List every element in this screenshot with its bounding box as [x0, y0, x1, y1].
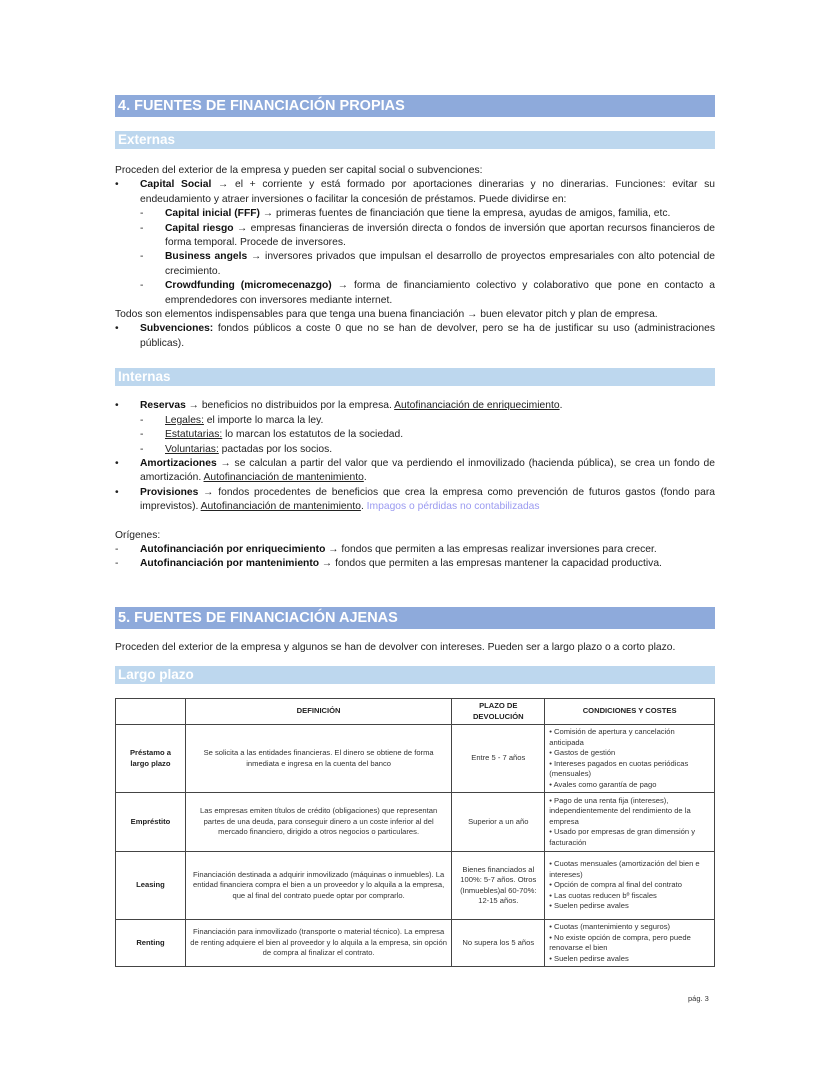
term-label: Capital Social [140, 179, 212, 191]
text-segment: . [363, 472, 367, 484]
list-item [115, 250, 715, 279]
term-label: Autofinanciación por mantenimiento [140, 558, 320, 570]
list-item [115, 279, 715, 308]
condition-item: • Las cuotas reducen bº fiscales [549, 890, 657, 900]
text-segment: → forma de financiamiento colectivo y colaborativo que pone en contacto a emprendedores con inversores mediante internet. [165, 280, 715, 306]
bullet-icon: • [115, 486, 119, 498]
term-label: Provisiones [140, 486, 199, 498]
text-segment: → el + corriente y está formado por aportaciones dinerarias y no dinerarias. Funciones: evitar su endeudamiento y atraer inversiones o facilitar la concesión de préstamos. Puede dividirse en: [140, 179, 716, 205]
text-segment: → se calculan a partir del valor que va perdiendo el inmovilizado (hacienda pública), se crea un fondo de amortización. [140, 457, 715, 484]
row-name: Leasing [116, 852, 186, 920]
table-header-row [116, 699, 715, 725]
dash-marker: - [140, 443, 144, 455]
cell-condiciones [545, 920, 715, 967]
term-label: Business angels [165, 251, 248, 263]
cell-definicion: Se solicita a las entidades financieras. El dinero se obtiene de forma inmediata e ingresa en la cuenta del banco [185, 725, 451, 793]
term-label: Capital riesgo [165, 222, 234, 234]
condition-item: • Usado por empresas de gran dimensión y facturación [549, 827, 695, 847]
list-item [115, 207, 715, 221]
text-segment: → fondos procedentes de beneficios que crea la empresa como prevención de futuros gastos (fondo para imprevistos). [140, 486, 715, 513]
term-label: Subvenciones: [140, 323, 214, 335]
list-item [115, 457, 715, 486]
text-segment: Autofinanciación de enriquecimiento [394, 400, 560, 412]
cell-condiciones [545, 793, 715, 852]
cell-plazo: Entre 5 - 7 años [452, 725, 545, 793]
cell-plazo: Bienes financiados al 100%: 5-7 años. Otros (Inmuebles)al 60-70%: 12-15 años. [452, 852, 545, 920]
term-label: Autofinanciación por enriquecimiento [140, 543, 326, 555]
dash-marker: - [115, 558, 119, 570]
dash-marker: - [140, 251, 144, 263]
dash-marker: - [140, 429, 144, 441]
table-row [116, 920, 715, 967]
text-segment: pactadas por los socios. [218, 443, 333, 455]
bullet-icon: • [115, 400, 119, 412]
header-empty [116, 699, 186, 725]
text-segment: Legales: [165, 414, 204, 426]
text-segment: → fondos que permiten a las empresas mantener la capacidad productiva. [319, 558, 662, 570]
text-segment: lo marcan los estatutos de la sociedad. [222, 429, 404, 441]
cell-plazo: No supera los 5 años [452, 920, 545, 967]
term-label: Capital inicial (FFF) [165, 208, 260, 220]
condition-item: • No existe opción de compra, pero puede renovarse el bien [549, 932, 691, 953]
text-segment: → beneficios no distribuidos por la empresa. [185, 400, 395, 412]
list-item [115, 222, 715, 251]
cell-definicion: Financiación destinada a adquirir inmovilizado (máquinas o inmuebles). La entidad financiera compra el bien a un proveedor y lo alquila a la empresa, que al final del contrato puede optar por comprarlo. [185, 852, 451, 920]
term-label: Reservas [140, 400, 186, 412]
text-segment: Autofinanciación de mantenimiento [203, 472, 364, 484]
condition-item: • Gastos de gestión [549, 748, 616, 758]
list-item [115, 308, 715, 322]
document-page [115, 95, 715, 967]
text-segment: Estatutarias: [165, 429, 223, 441]
header-definicion: DEFINICIÓN [185, 699, 451, 725]
text-segment: Impagos o pérdidas no contabilizadas [366, 501, 540, 513]
table-row [116, 725, 715, 793]
table-row [116, 793, 715, 852]
condition-item: • Suelen pedirse avales [549, 953, 629, 963]
text-segment: → empresas financieras de inversión directa o fondos de inversión que aportan recursos financieros de forma temporal. Procede de inversores. [165, 222, 715, 249]
condition-item: • Intereses pagados en cuotas periódicas (mensuales) [549, 758, 689, 779]
origenes-label: Orígenes: [115, 529, 161, 541]
text-segment: Todos son elementos indispensables para que tenga una buena financiación → buen elevator pitch y plan de empresa. [115, 309, 658, 321]
text-segment: fondos públicos a coste 0 que no se han de devolver, pero se ha de justificar su uso (administraciones públicas). [140, 323, 715, 349]
dash-marker: - [140, 414, 144, 426]
list-item [115, 486, 715, 515]
list-item [115, 543, 715, 557]
largo-plazo-heading: Largo plazo [115, 666, 715, 684]
text-segment: . [360, 501, 367, 513]
cell-definicion: Financiación para inmovilizado (transporte o material técnico). La empresa de renting adquiere el bien al proveedor y lo alquila a la empresa, sin opción de compra al finalizar el contrato. [185, 920, 451, 967]
list-item [115, 443, 715, 457]
table-row [116, 852, 715, 920]
condition-item: • Comisión de apertura y cancelación anticipada [549, 727, 675, 747]
condition-item: • Avales como garantía de pago [549, 779, 657, 789]
text-segment: → inversores privados que impulsan el desarrollo de proyectos empresariales con alto potencial de crecimiento. [165, 251, 715, 277]
cell-condiciones [545, 852, 715, 920]
row-name: Empréstito [116, 793, 186, 852]
row-name: Préstamo a largo plazo [116, 725, 186, 793]
internas-heading: Internas [115, 368, 715, 386]
text-segment: . [559, 400, 563, 412]
externas-heading: Externas [115, 131, 715, 149]
bullet-icon: • [115, 179, 119, 191]
list-item [115, 322, 715, 351]
dash-marker: - [140, 222, 144, 234]
list-item [115, 557, 715, 571]
bullet-icon: • [115, 323, 119, 335]
dash-marker: - [140, 208, 144, 220]
term-label: Amortizaciones [140, 457, 217, 469]
condition-item: • Suelen pedirse avales [549, 901, 629, 911]
text-segment: Voluntarias: [165, 443, 219, 455]
text-segment: Autofinanciación de mantenimiento [200, 501, 361, 513]
section-4-heading: 4. FUENTES DE FINANCIACIÓN PROPIAS [115, 95, 715, 117]
list-item [115, 414, 715, 428]
term-label: Crowdfunding (micromecenazgo) [165, 280, 332, 292]
header-plazo: PLAZO DE DEVOLUCIÓN [452, 699, 545, 725]
cell-condiciones [545, 725, 715, 793]
list-item [115, 399, 715, 413]
page-number: pág. 3 [688, 994, 709, 1003]
largo-plazo-table [115, 698, 715, 967]
externas-intro: Proceden del exterior de la empresa y pueden ser capital social o subvenciones: [115, 165, 483, 176]
text-segment: el importe lo marca la ley. [203, 414, 324, 426]
row-name: Renting [116, 920, 186, 967]
condition-item: • Cuotas (mantenimiento y seguros) [549, 922, 671, 932]
cell-plazo: Superior a un año [452, 793, 545, 852]
section-5-intro: Proceden del exterior de la empresa y algunos se han de devolver con intereses. Pueden ser a largo plazo o a corto plazo. [115, 641, 676, 653]
internas-list [115, 399, 715, 514]
text-segment: → primeras fuentes de financiación que tiene la empresa, ayudas de amigos, familia, etc. [259, 208, 671, 220]
cell-definicion: Las empresas emiten títulos de crédito (obligaciones) que representan partes de una deuda, para conseguir dinero a un coste inferior al del mercado financiero, dirigido a otros negocios o particulares. [185, 793, 451, 852]
dash-marker: - [115, 543, 119, 555]
externas-list [115, 178, 715, 351]
condition-item: • Opción de compra al final del contrato [549, 880, 682, 890]
header-condiciones: CONDICIONES Y COSTES [545, 699, 715, 725]
bullet-icon: • [115, 457, 119, 469]
list-item [115, 178, 715, 207]
list-item [115, 428, 715, 442]
condition-item: • Pago de una renta fija (intereses), independientemente del rendimiento de la empresa [549, 795, 691, 826]
text-segment: → fondos que permiten a las empresas realizar inversiones para crecer. [325, 543, 657, 555]
section-5-heading: 5. FUENTES DE FINANCIACIÓN AJENAS [115, 607, 715, 629]
condition-item: • Cuotas mensuales (amortización del bien e intereses) [549, 859, 700, 879]
dash-marker: - [140, 280, 144, 292]
origenes-list [115, 543, 715, 572]
